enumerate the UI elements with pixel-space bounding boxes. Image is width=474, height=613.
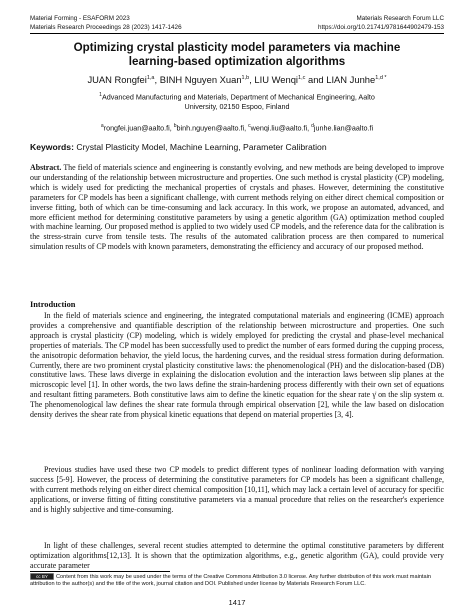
affiliation [40,90,434,112]
keywords-text: Crystal Plasticity Model, Machine Learning, Parameter Calibration [76,142,327,152]
author-name: LIAN Junhe [326,74,376,86]
page-number: 1417 [228,598,246,607]
cc-by-license-icon[interactable]: cc BY [30,573,54,580]
affiliation-line-1: Advanced Manufacturing and Materials, Department of Mechanical Engineering, Aalto [101,92,375,102]
author-sup: 1,b [241,75,250,81]
keywords-label: Keywords: [30,142,74,152]
author-name: LIU Wenqi [254,74,299,86]
affiliation-line-2: University, 02150 Espoo, Finland [184,102,290,112]
section-heading-introduction: Introduction [30,300,76,309]
intro-paragraph-2: Previous studies have used these two CP models to predict different types of nonlinear loading deformation with varying success [5-9]. However, the process of determining the constitutive parameters for CP models has been a significant challenge, with current methods relying on either direct chemical composition [10,11], which may lack a certain level of accuracy for specific applications, or inverse fitting of fitting constitutive parameters via a manual procedure that relies on the researcher's experience and is highly subjective and time-consuming. [30,465,444,514]
email-sup: b [173,123,177,129]
abstract [30,163,444,252]
email-link[interactable]: binh.nguyen@aalto.fi, [176,123,247,133]
abstract-text: The field of materials science and engineering is constantly evolving, and new methods are being developed to improve our understanding of the relationship between microstructure and properties. One such method is crystal plasticity (CP) modeling, which is widely used for predicting the mechanical properties of crystals and phases. However, determining the constitutive parameters for CP models has been a significant challenge, with current methods relying on either direct chemical composition or inverse fitting, both of which can be time-consuming and lack accuracy. In this work, we propose an automated, advanced, and more efficient method for determining constitutive parameters by using a genetic algorithm (GA) optimization method coupled with machine learning. Our proposed method is applied to two widely used CP models, and the reference data for the calibration is the stress-strain curve from tensile tests. The results of the automated calibration process are then compared to numerical simulation results of CP models with known parameters, demonstrating the efficiency and accuracy of our proposed method. [30,163,444,252]
email-sup: d [311,123,314,129]
email-link[interactable]: wenqi.liu@aalto.fi, [250,123,310,133]
email-list [30,121,444,133]
header-divider [30,33,444,34]
paper-title [40,41,434,69]
license-notice [30,573,444,588]
title-line-1: Optimizing crystal plasticity model parameters via machine [73,41,401,54]
email-sup: c [248,123,251,129]
email-link[interactable]: junhe.lian@aalto.fi [313,123,374,133]
author-name: JUAN Rongfei [87,74,147,86]
proceedings-citation: Materials Research Proceedings 28 (2023) 1417-1426 [30,24,182,31]
author-sup: 1,d * [375,75,387,81]
doi-link[interactable]: https://doi.org/10.21741/9781644902479-153 [317,24,444,31]
abstract-label: Abstract. [30,163,62,172]
affiliation-sup: 1 [99,92,102,98]
email-sup: a [100,123,104,129]
author-sup: 1,c [298,75,306,81]
author-sup: 1,a [146,75,155,81]
author-name: BINH Nguyen Xuan [159,74,242,86]
email-link[interactable]: rongfei.juan@aalto.fi, [103,123,172,133]
journal-name: Material Forming - ESAFORM 2023 [30,15,130,22]
keywords [30,142,444,153]
intro-paragraph-3: In light of these challenges, several recent studies attempted to determine the optimal constitutive parameters by different optimization algorithms[12,13]. It is shown that the optimization algorithms, e.g., genetic algorithm (GA), could provide very accurate parameter [30,541,444,570]
license-text: Content from this work may be used under the terms of the Creative Commons Attribution 3.0 license. Any further distribution of this work must maintain attribution to the author(s) and the title of the work, journal citation and DOI. Published under license by Materials Research Forum LLC. [30,573,431,587]
title-line-2: learning-based optimization algorithms [128,55,346,68]
footnote-divider [30,571,170,572]
intro-paragraph-1: In the field of materials science and engineering, the integrated computational materials and engineering (ICME) approach provides a comprehensive and quantifiable description of the relationship between microstructure and properties. One such approach is crystal plasticity (CP) modeling, which is widely employed for predicting the crystal and phase-level mechanical properties of materials. The CP model has been successfully used to predict the number of ears formed during the cupping process, the anisotropic deformation behavior, the yield locus, the hardening curves, and the residual stress formation during deformation. Currently, there are two prominent crystal plasticity constitutive laws: the phenomenological (PH) and the dislocation-based (DB) constitutive laws. These laws diverge in explaining the dislocation evolution and the interaction laws between slip planes at the microscopic level [1]. In other words, the two laws define the strain-hardening process differently with their own set of equations and resultant fitting parameters. Both constitutive laws aim to define the kinetic equation for the shear rate γ̇ on the slip system α. The phenomenological law defines the shear rate formula through empirical observation [2], while the law based on dislocation density derives the shear rate from physical kinetic equations that depend on material properties [3, 4]. [30,311,444,420]
publisher-name: Materials Research Forum LLC [356,15,444,22]
author-list: JUAN Rongfei$^{1,a}$, BINH Nguyen Xuan$^{1,b}$, LIU Wenqi$^{1,c}$ and LIAN Junhe$^{1,d *}$ [87,74,387,86]
